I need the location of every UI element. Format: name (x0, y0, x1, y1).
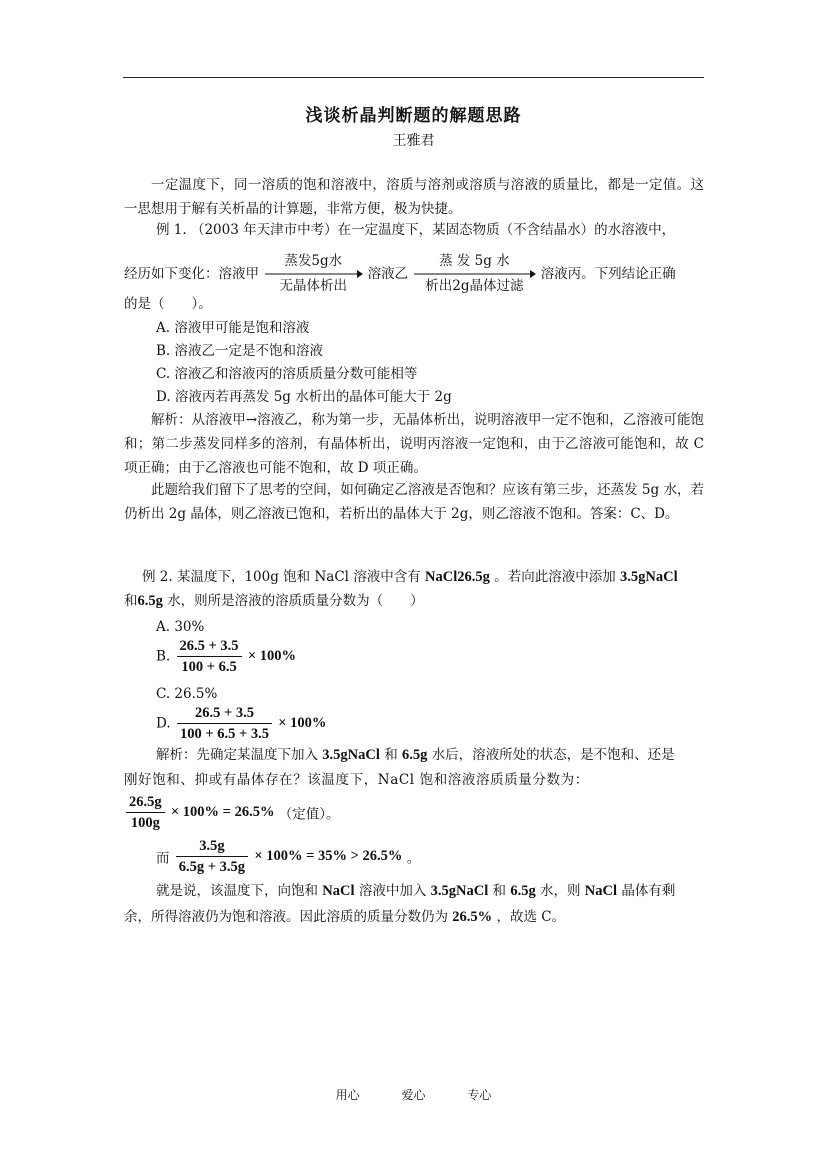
ex2-option-d (156, 703, 326, 744)
intro-paragraph: 一定温度下，同一溶质的饱和溶液中，溶质与溶剂或溶质与溶液的质量比，都是一定值。这一思想用于解有关析晶的计算题，非常方便，极为快捷。 (124, 177, 704, 217)
ex2-c1-d: 3.5gNaCl (430, 883, 489, 899)
ex1-option-d: D. 溶液丙若再蒸发 5g 水析出的晶体可能大于 2g (156, 389, 452, 405)
ex2-q-d: 3.5gNaCl (620, 569, 678, 585)
ex1-arrow-1 (263, 251, 363, 297)
ex2-c1-f: 6.5g (510, 883, 536, 899)
footer-item-1: 用心 (335, 1088, 360, 1102)
ex2-option-d-fraction (177, 703, 272, 744)
ex2-c1-a: 就是说，该温度下，向饱和 (156, 883, 323, 899)
ex1-arrow-1-top: 蒸发5g水 (284, 253, 343, 269)
ex1-analysis: 解析：从溶液甲→溶液乙，称为第一步，无晶体析出，说明溶液甲一定不饱和，乙溶液可能饱和；第二步蒸发同样多的溶剂，有晶体析出，说明丙溶液一定饱和，由于乙溶液可能饱和，故 C 项正确；由于乙溶液也可能不饱和，故 D 项正确。 (124, 412, 704, 476)
header-rule (123, 77, 704, 78)
ex2-formula-1-note: （定值）。 (278, 806, 340, 823)
ex2-question-line2 (124, 590, 424, 612)
ex2-q2-b: 6.5g (137, 593, 163, 609)
ex2-formula-1-denominator: 100g (130, 815, 160, 831)
ex2-c2-a: 余，所得溶液仍为饱和溶液。因此溶质的质量分数仍为 (124, 909, 453, 925)
page-title: 浅谈析晶判断题的解题思路 (305, 106, 522, 126)
ex2-c1-g: 水，则 (535, 883, 585, 899)
ex1-mid: 溶液乙 (367, 266, 409, 282)
ex2-c2-b: 26.5% (452, 909, 493, 925)
ex2-option-b (156, 636, 296, 677)
ex1-line2-suffix: 溶液丙。下列结论正确 (540, 266, 676, 282)
ex2-an1-e: 水后，溶液所处的状态，是不饱和、还是 (427, 747, 675, 763)
ex2-q2-a: 和 (124, 593, 138, 609)
ex2-option-d-numerator: 26.5 + 3.5 (177, 703, 272, 724)
ex2-q-c: 。若向此溶液中添加 (489, 569, 620, 585)
ex2-option-b-tail: × 100% (247, 648, 296, 664)
ex2-option-b-label: B. (156, 648, 171, 665)
ex2-option-d-denominator: 100 + 6.5 + 3.5 (179, 726, 269, 742)
ex1-line1: 例 1. （2003 年天津市中考）在一定温度下，某固态物质（不含结晶水）的水溶液中， (156, 222, 676, 238)
ex2-c1-b: NaCl (322, 883, 355, 899)
ex2-formula-1 (124, 792, 340, 833)
ex2-option-c: C. 26.5% (156, 686, 218, 702)
ex2-an1-b: 3.5gNaCl (322, 747, 380, 763)
footer-item-2: 爱心 (401, 1088, 426, 1102)
ex1-arrow-2 (412, 251, 536, 297)
author: 王雅君 (392, 133, 435, 149)
ex2-c1-e: 和 (488, 883, 511, 899)
footer-item-3: 专心 (467, 1088, 492, 1102)
ex2-conclusion-line1 (156, 880, 675, 902)
ex2-formula-2-end: 。 (406, 850, 421, 867)
ex2-formula-2-numerator: 3.5g (176, 836, 248, 857)
ex1-arrow-2-top: 蒸 发 5g 水 (439, 253, 510, 269)
ex2-option-b-denominator: 100 + 6.5 (181, 659, 237, 675)
ex2-q2-c: 水，则所是溶液的溶质质量分数为（ ） (162, 593, 424, 609)
ex2-q-a: 例 2. 某温度下，100g 饱和 NaCl 溶液中含有 (142, 569, 426, 585)
page-footer (0, 1086, 827, 1103)
ex2-formula-1-fraction (126, 792, 165, 833)
ex2-an1-c: 和 (379, 747, 402, 763)
ex2-formula-1-numerator: 26.5g (126, 792, 165, 813)
ex2-option-a: A. 30% (156, 619, 205, 635)
ex2-q-b: NaCl26.5g (425, 569, 490, 585)
ex2-an1-d: 6.5g (402, 747, 428, 763)
ex2-conclusion-line2 (124, 906, 565, 928)
ex2-formula-2 (156, 836, 420, 877)
ex1-arrow-2-bottom: 析出2g晶体过滤 (425, 278, 524, 294)
ex1-option-a: A. 溶液甲可能是饱和溶液 (156, 320, 310, 336)
ex2-option-d-label: D. (156, 715, 171, 732)
ex1-option-c: C. 溶液乙和溶液丙的溶质质量分数可能相等 (156, 366, 418, 382)
ex2-question-line1 (142, 566, 678, 588)
ex2-analysis-line1 (156, 744, 675, 766)
ex2-formula-2-tail: × 100% = 35% > 26.5% (254, 848, 403, 864)
ex1-line2-prefix: 经历如下变化：溶液甲 (124, 266, 259, 282)
ex2-formula-1-tail: × 100% = 26.5% (170, 804, 275, 820)
ex2-c2-c: ，故选 C。 (492, 909, 566, 925)
ex1-line3: 的是（ ）。 (124, 296, 212, 312)
ex2-c1-h: NaCl (584, 883, 618, 899)
ex2-analysis-line2: 刚好饱和、抑或有晶体存在？该温度下，NaCl 饱和溶液溶质质量分数为： (124, 772, 589, 788)
ex2-formula-2-fraction (176, 836, 248, 877)
ex2-formula-2-denominator: 6.5g + 3.5g (178, 859, 246, 875)
ex1-discussion: 此题给我们留下了思考的空间，如何确定乙溶液是否饱和？应该有第三步，还蒸发 5g 水，若仍析出 2g 晶体，则乙溶液已饱和，若析出的晶体大于 2g，则乙溶液不饱和。答案：C、D。 (124, 482, 704, 522)
ex1-reaction-line (124, 251, 676, 294)
ex2-option-b-fraction (177, 636, 242, 677)
ex2-option-d-tail: × 100% (278, 715, 327, 731)
ex2-formula-2-prefix: 而 (156, 850, 170, 867)
ex2-an1-a: 解析：先确定某温度下加入 (156, 747, 323, 763)
ex2-c1-i: 晶体有剩 (617, 883, 676, 899)
ex1-option-b: B. 溶液乙一定是不饱和溶液 (156, 343, 324, 359)
ex2-c1-c: 溶液中加入 (354, 883, 431, 899)
ex2-option-b-numerator: 26.5 + 3.5 (177, 636, 242, 657)
ex1-arrow-1-bottom: 无晶体析出 (279, 278, 348, 294)
